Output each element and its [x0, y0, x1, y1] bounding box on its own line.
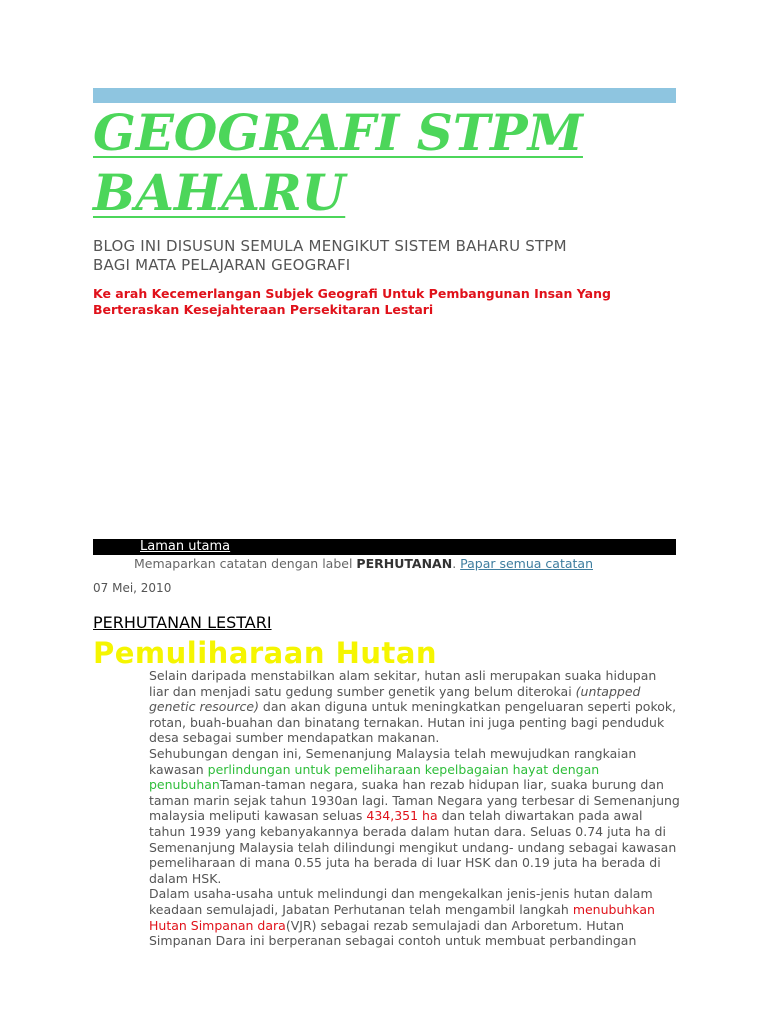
- blog-tagline-line2: Berteraskan Kesejahteraan Persekitaran Lestari: [93, 302, 434, 317]
- blog-tagline-line1: Ke arah Kecemerlangan Subjek Geografi Untuk Pembangunan Insan Yang: [93, 286, 611, 301]
- post-p2-red: 434,351 ha: [366, 808, 438, 824]
- label-filter-status: [134, 556, 674, 572]
- blog-tagline: [93, 286, 673, 318]
- post-p1-line1: Selain daripada menstabilkan alam sekitar, hutan asli merupakan suaka hidupan: [149, 668, 657, 683]
- post-paragraph-3: [149, 886, 681, 948]
- post-p3-end: (VJR) sebagai rezab semulajadi dan Arboretum. Hutan Simpanan Dara ini berperanan sebagai contoh untuk membuat perbandingan: [149, 917, 637, 949]
- show-all-posts-link[interactable]: Papar semua catatan: [460, 556, 593, 571]
- post-p1-italic: (untapped genetic resource): [149, 683, 641, 715]
- post-paragraph-2: [149, 746, 681, 886]
- post-p1-line2: liar dan menjadi satu gedung sumber genetik yang belum diterokai: [149, 683, 576, 699]
- blog-description: [93, 237, 663, 275]
- label-filter-period: .: [452, 556, 461, 571]
- home-link[interactable]: Laman utama: [140, 539, 231, 554]
- nav-bullet: •: [70, 542, 76, 552]
- post-p3-red: menubuhkan Hutan Simpanan dara: [149, 901, 655, 933]
- header-top-bar: [93, 88, 676, 103]
- label-filter-prefix: Memaparkan catatan dengan label: [134, 556, 357, 571]
- blog-description-line2: BAGI MATA PELAJARAN GEOGRAFI: [93, 256, 351, 274]
- post-date: 07 Mei, 2010: [93, 581, 172, 595]
- post-p2-mid: Taman-taman negara, suaka han rezab hidupan liar, suaka burung dan taman marin sejak tahun 1930an lagi. Taman Negara yang terbesar di Semenanjung malaysia meliputi kawasan seluas: [149, 777, 680, 824]
- post-paragraph-1: [149, 668, 681, 746]
- post-p2-end: dan telah diwartakan pada awal tahun 1939 yang kebanyakannya berada dalam hutan dara. Seluas 0.74 juta ha di Semenanjung Malaysia telah dilindungi mengikut undang- undang sebagai kawasan pemeliharaan di mana 0.55 juta ha berada di luar HSK dan 0.19 juta ha berada di dalam HSK.: [149, 808, 677, 886]
- label-filter-name: PERHUTANAN: [356, 556, 453, 571]
- blog-title[interactable]: [93, 103, 693, 223]
- blog-title-line2[interactable]: BAHARU: [93, 163, 346, 222]
- post-p3-start: Dalam usaha-usaha untuk melindungi dan mengekalkan jenis-jenis hutan dalam keadaan semulajadi, Jabatan Perhutanan telah mengambil langkah: [149, 886, 653, 917]
- blog-title-line1[interactable]: GEOGRAFI STPM: [93, 103, 583, 162]
- post-title[interactable]: PERHUTANAN LESTARI: [93, 613, 272, 632]
- post-p2-green: perlindungan untuk pemeliharaan kepelbagaian hayat dengan penubuhan: [149, 761, 600, 793]
- post-heading: Pemuliharaan Hutan: [93, 636, 438, 670]
- post-body: [149, 668, 681, 949]
- post-p2-start: Sehubungan dengan ini, Semenanjung Malaysia telah mewujudkan rangkaian kawasan: [149, 745, 637, 777]
- blog-description-line1: BLOG INI DISUSUN SEMULA MENGIKUT SISTEM BAHARU STPM: [93, 237, 567, 255]
- post-p1-rest: dan akan diguna untuk meningkatkan pengeluaran seperti pokok, rotan, buah-buahan dan binatang ternakan. Hutan ini juga penting bagi penduduk desa sebagai sumber mendapatkan makanan.: [149, 699, 677, 746]
